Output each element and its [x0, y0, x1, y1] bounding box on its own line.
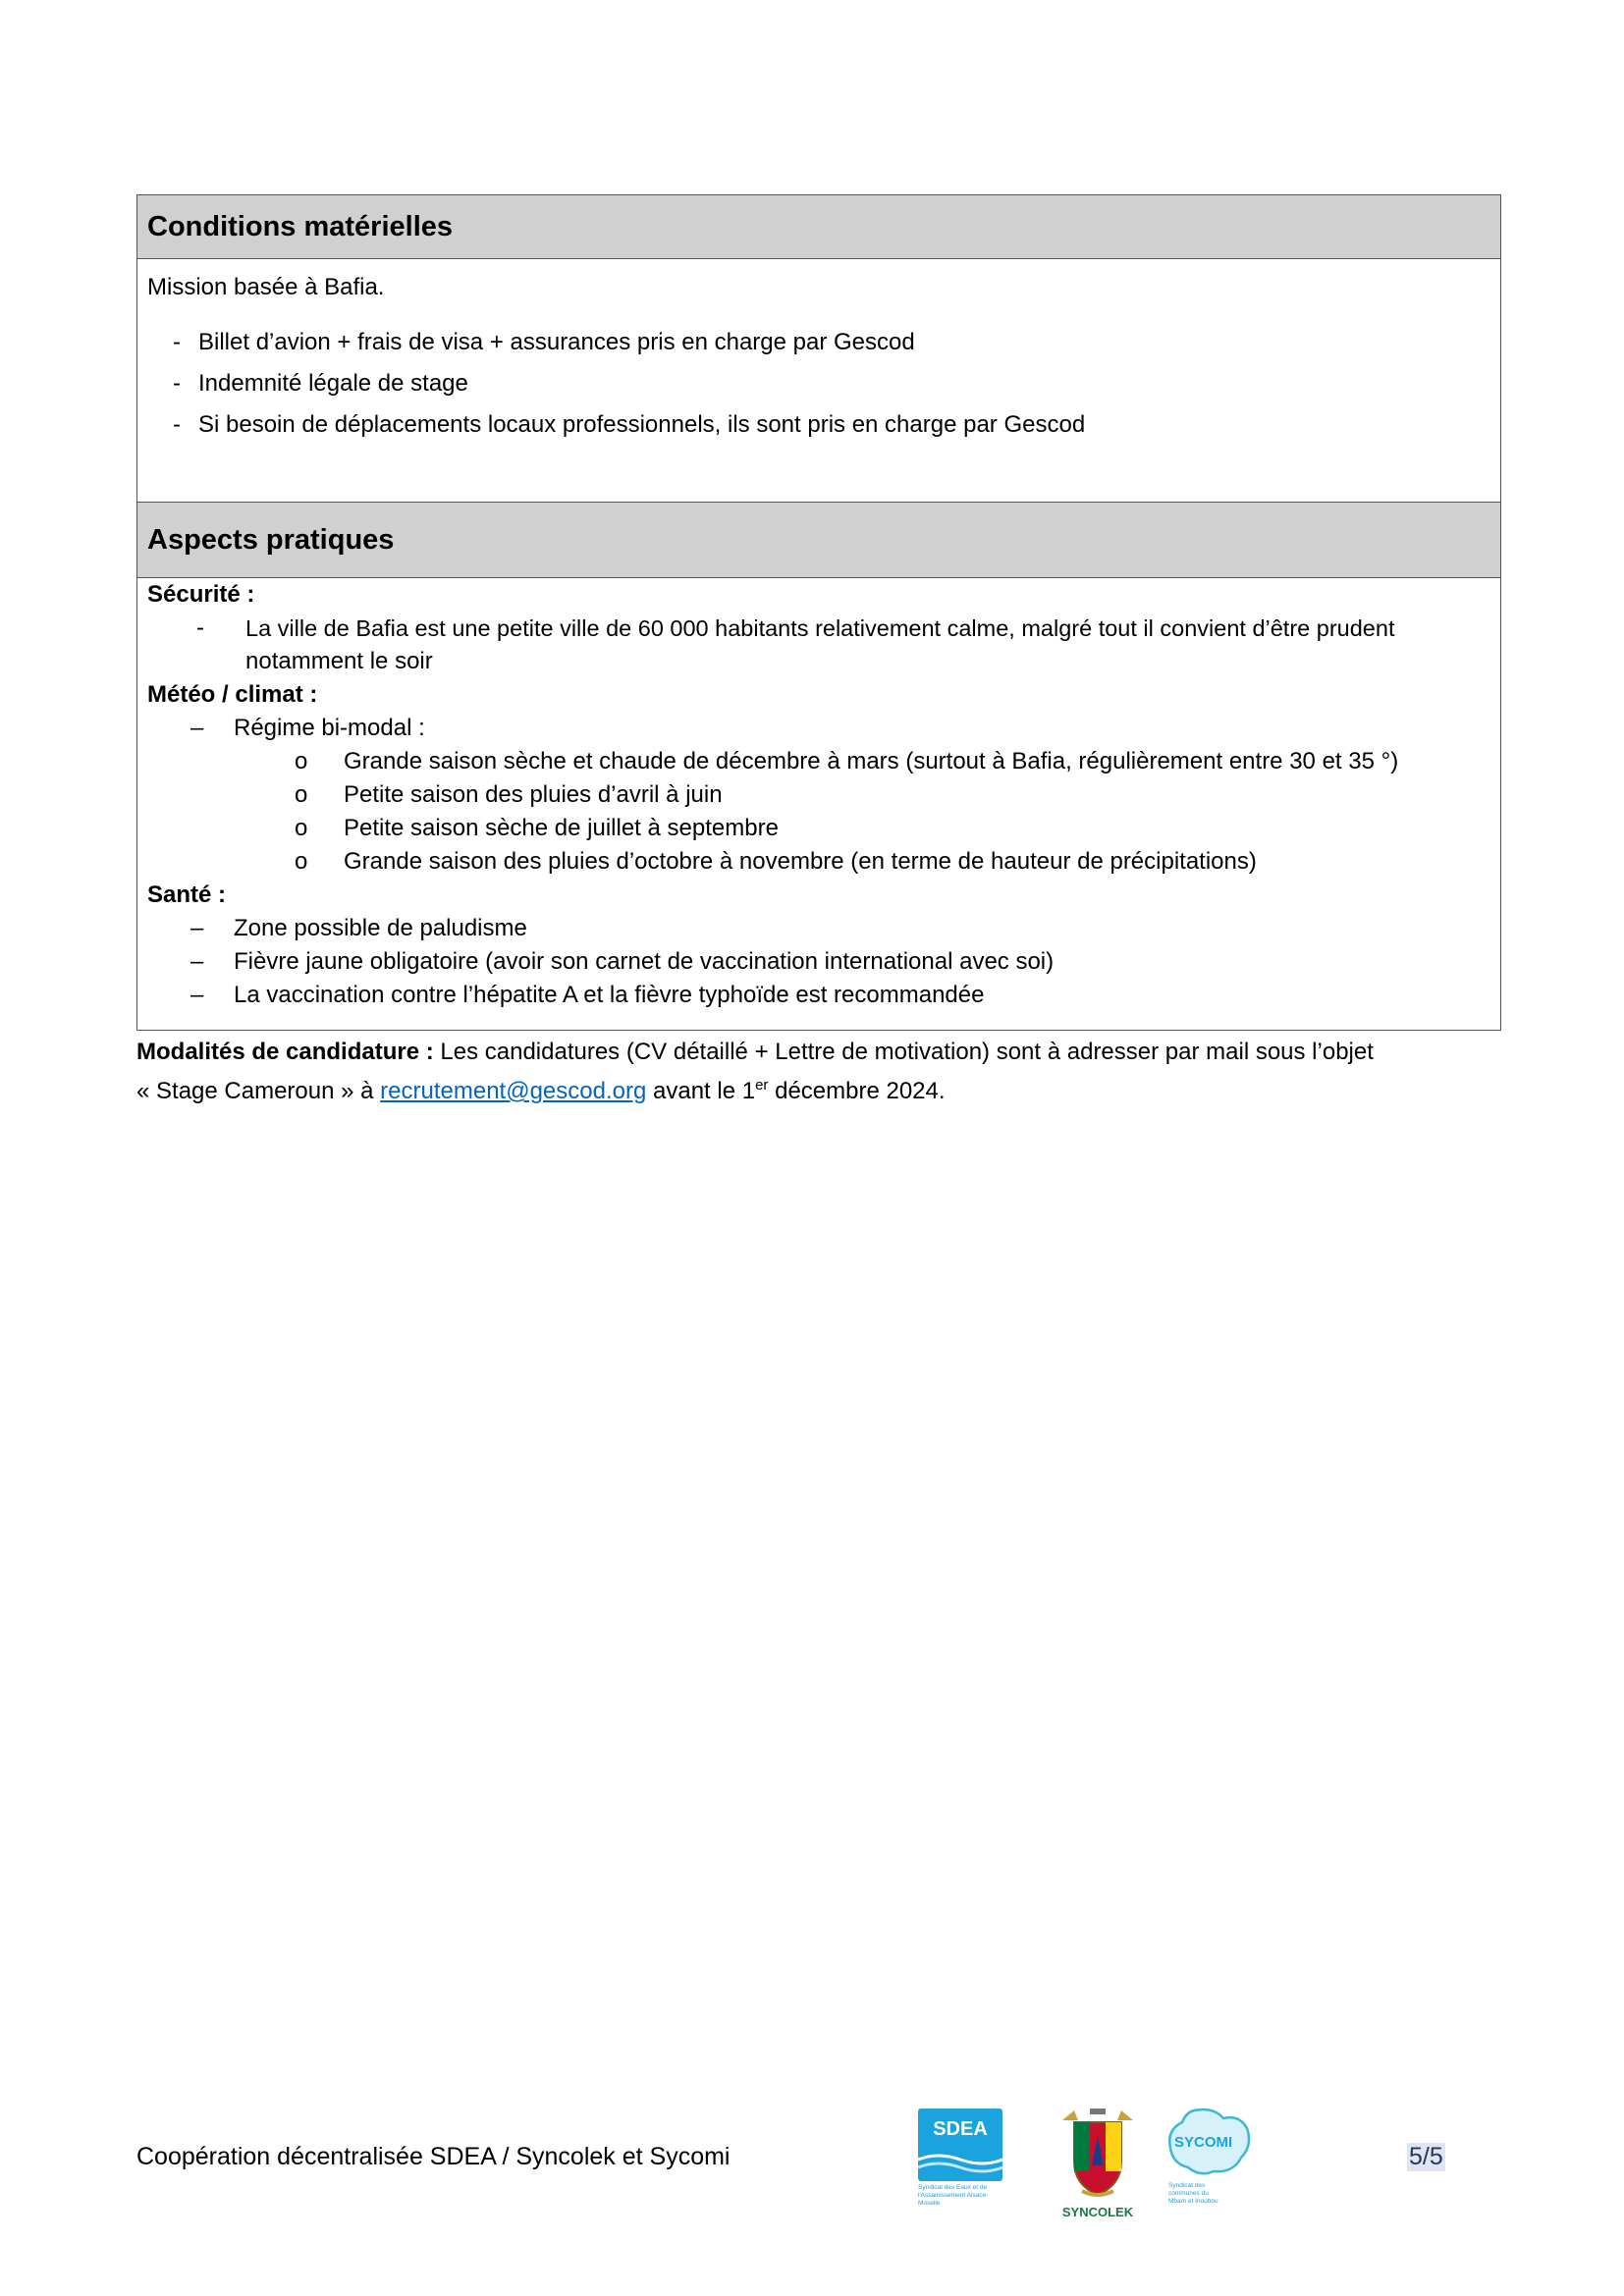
list-item: – Régime bi-modal :	[190, 715, 425, 741]
email-link[interactable]: recrutement@gescod.org	[380, 1078, 647, 1104]
sycomi-logo: SYCOMI Syndicat des communes du Mbam et Inoubou	[1164, 2107, 1255, 2205]
sub-list-item: o Petite saison sèche de juillet à septembre	[295, 815, 779, 841]
footer-text: Coopération décentralisée SDEA / Syncolek et Sycomi	[136, 2143, 731, 2170]
securite-label: Sécurité :	[147, 581, 255, 608]
page-number: 5/5	[1409, 2143, 1443, 2170]
sub-list-item: o Grande saison des pluies d’octobre à novembre (en terme de hauteur de précipitations)	[295, 848, 1257, 875]
list-item: - La ville de Bafia est une petite ville de 60 000 habitants relativement calme, malgré tout il convient d’être prudent	[196, 614, 1395, 641]
syncolek-logo: SYNCOLEK	[1053, 2107, 1143, 2216]
section-body-aspects	[137, 578, 1500, 1030]
sub-list-item: o Petite saison des pluies d’avril à juin	[295, 781, 723, 808]
list-item: – La vaccination contre l’hépatite A et la fièvre typhoïde est recommandée	[190, 982, 985, 1008]
list-item: - Billet d’avion + frais de visa + assurances pris en charge par Gescod	[173, 329, 915, 355]
section-header-conditions	[137, 195, 1500, 259]
intro-text: Mission basée à Bafia.	[147, 274, 385, 300]
sub-list-item: o Grande saison sèche et chaude de décembre à mars (surtout à Bafia, régulièrement entre 30 et 35 °)	[295, 748, 1399, 774]
section-title: Conditions matérielles	[147, 210, 454, 242]
sante-label: Santé :	[147, 881, 227, 908]
section-header-aspects	[137, 503, 1500, 578]
section-body-conditions	[137, 271, 1500, 503]
meteo-label: Météo / climat :	[147, 681, 318, 708]
sdea-logo: SDEA Syndicat des Eaux et de l'Assainissement Alsace-Moselle	[918, 2109, 1006, 2216]
coat-of-arms-icon	[1053, 2107, 1143, 2200]
list-item: – Zone possible de paludisme	[190, 915, 527, 941]
section-title: Aspects pratiques	[147, 523, 395, 556]
info-table	[136, 194, 1501, 1031]
list-item: - Indemnité légale de stage	[173, 370, 468, 397]
list-item: - Si besoin de déplacements locaux professionnels, ils sont pris en charge par Gescod	[173, 411, 1086, 438]
list-item: – Fièvre jaune obligatoire (avoir son carnet de vaccination international avec soi)	[190, 948, 1055, 975]
list-item-continuation: notamment le soir	[245, 648, 433, 674]
candidature-label: Modalités de candidature :	[136, 1039, 434, 1065]
candidature-paragraph: Modalités de candidature : Les candidatures (CV détaillé + Lettre de motivation) sont à adresser par mail sous l’objet « Stage Cameroun » à recrutement@gescod.org avant le 1er décembre 2024.	[136, 1039, 1374, 1104]
wave-icon	[918, 2109, 1002, 2181]
